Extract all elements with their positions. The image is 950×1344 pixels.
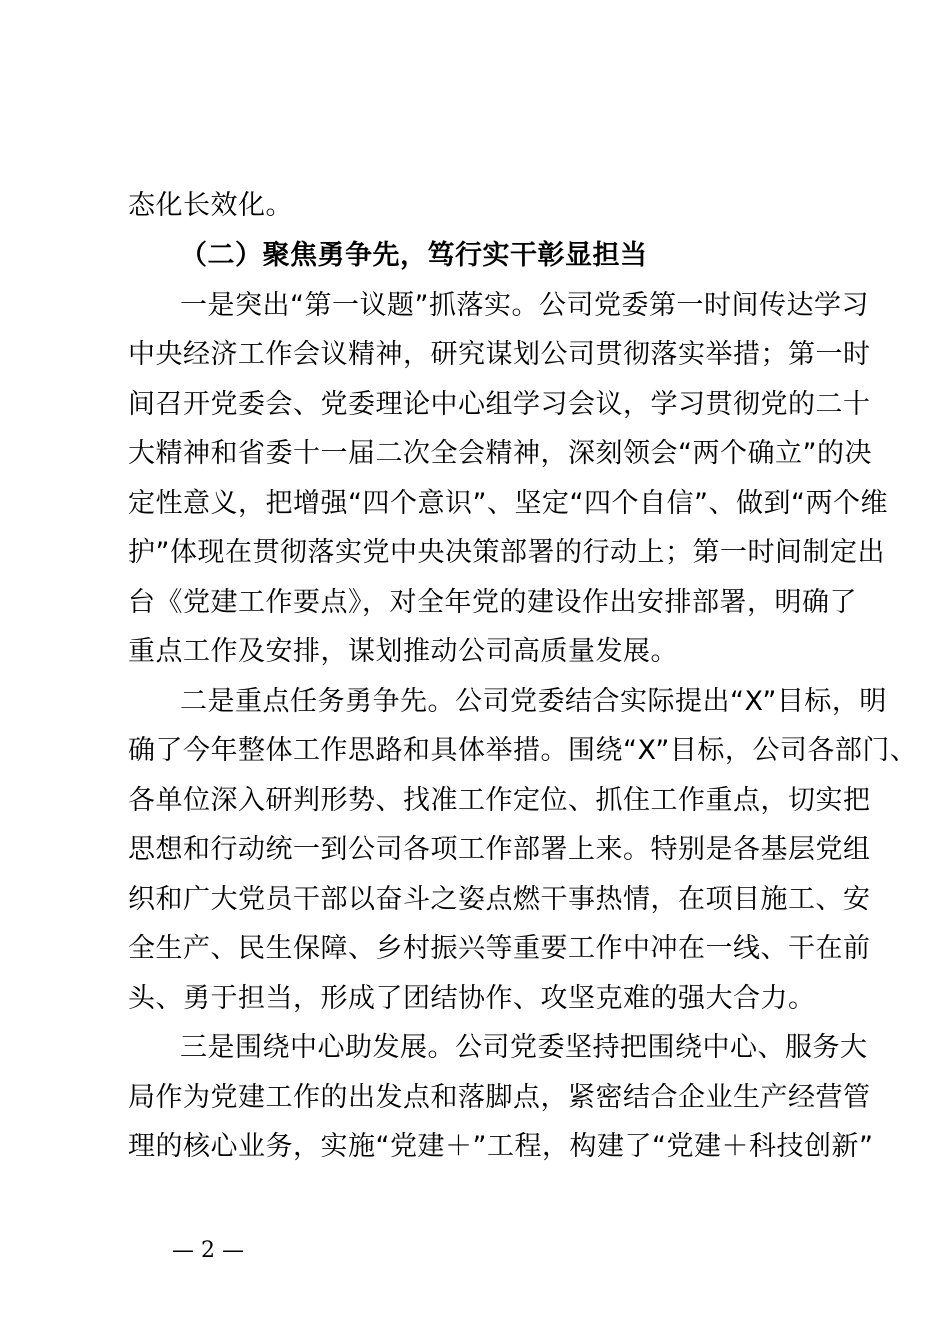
paragraph-line: 护”体现在贯彻落实党中央决策部署的行动上；第一时间制定出 xyxy=(128,537,885,568)
paragraph-line: 定性意义，把增强“四个意识”、坚定“四个自信”、做到“两个维 xyxy=(128,488,888,519)
paragraph-line: 思想和行动统一到公司各项工作部署上来。特别是各基层党组 xyxy=(128,834,871,865)
paragraph-line: 一是突出“第一议题”抓落实。公司党委第一时间传达学习 xyxy=(180,290,869,321)
paragraph-line: 三是围绕中心助发展。公司党委坚持把围绕中心、服务大 xyxy=(180,1032,868,1063)
paragraph-line: 重点工作及安排，谋划推动公司高质量发展。 xyxy=(128,636,678,667)
paragraph-line: 织和广大党员干部以奋斗之姿点燃干事热情，在项目施工、安 xyxy=(128,884,871,915)
paragraph-line: 间召开党委会、党委理论中心组学习会议，学习贯彻党的二十 xyxy=(128,389,871,420)
page-number: — 2 — xyxy=(172,1238,244,1263)
continuation-line: 态化长效化。 xyxy=(128,190,293,221)
paragraph-line: 台《党建工作要点》，对全年党的建设作出安排部署，明确了 xyxy=(128,587,857,618)
section-heading: （二）聚焦勇争先，笃行实干彰显担当 xyxy=(180,240,648,271)
paragraph-line: 各单位深入研判形势、找准工作定位、抓住工作重点，切实把 xyxy=(128,785,871,816)
paragraph-line: 全生产、民生保障、乡村振兴等重要工作中冲在一线、干在前 xyxy=(128,933,871,964)
paragraph-line: 大精神和省委十一届二次全会精神，深刻领会“两个确立”的决 xyxy=(128,438,872,469)
paragraph-line: 确了今年整体工作思路和具体举措。围绕“X”目标，公司各部门、 xyxy=(128,735,918,766)
paragraph-line: 理的核心业务，实施“党建＋”工程，构建了“党建＋科技创新” xyxy=(128,1131,874,1162)
paragraph-line: 中央经济工作会议精神，研究谋划公司贯彻落实举措；第一时 xyxy=(128,339,871,370)
paragraph-line: 局作为党建工作的出发点和落脚点，紧密结合企业生产经营管 xyxy=(128,1082,871,1113)
paragraph-line: 头、勇于担当，形成了团结协作、攻坚克难的强大合力。 xyxy=(128,983,816,1014)
paragraph-line: 二是重点任务勇争先。公司党委结合实际提出“X”目标，明 xyxy=(180,686,887,717)
